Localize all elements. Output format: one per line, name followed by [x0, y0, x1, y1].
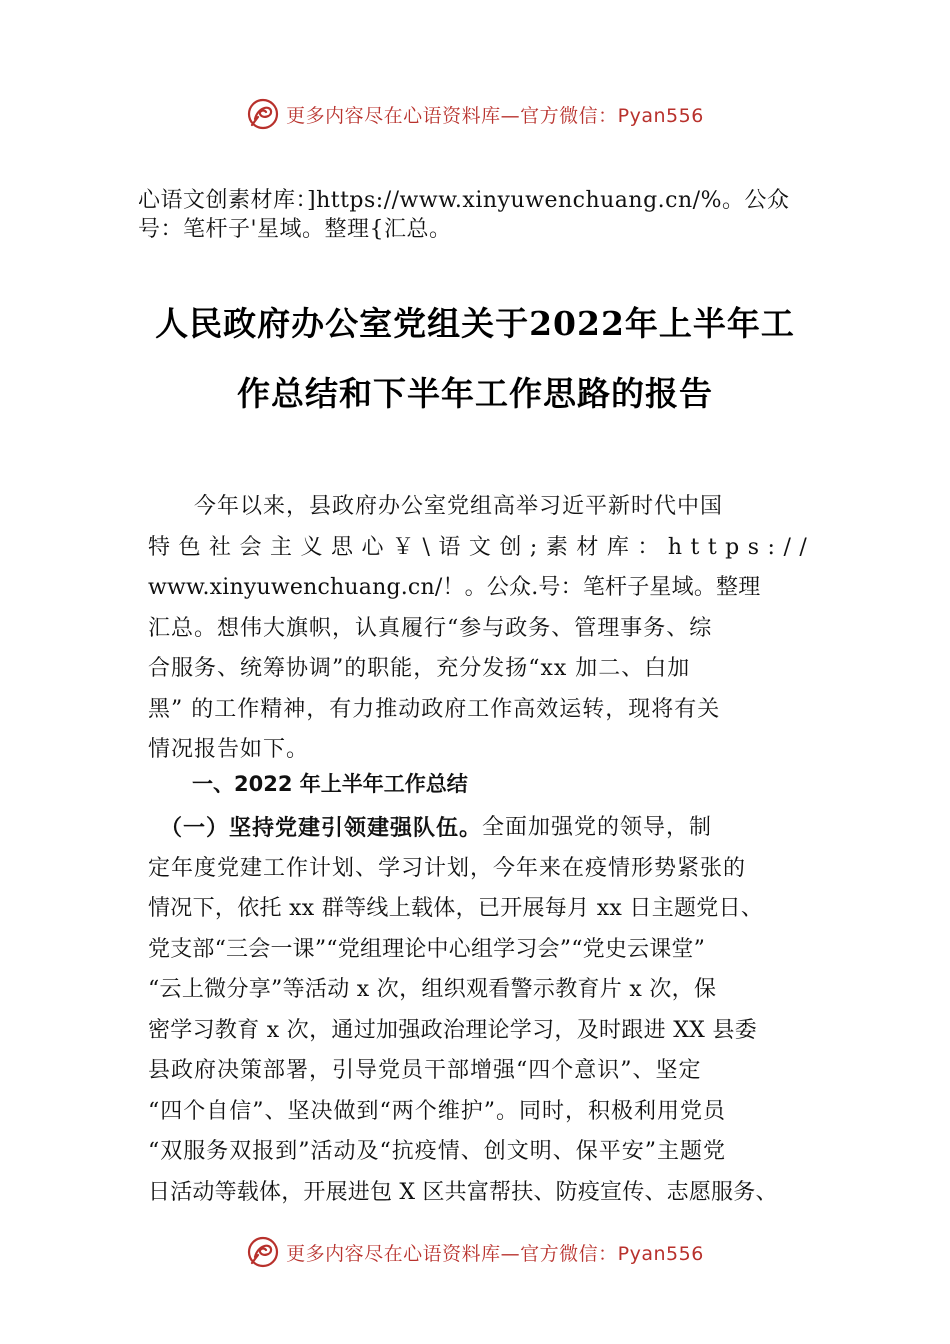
paragraph-line: 县政府决策部署，引导党员干部增强“四个意识”、坚定 [148, 1058, 702, 1083]
paragraph-line: www.xinyuwenchuang.cn/！。公众.号：笔杆子星域。整理 [148, 575, 761, 600]
source-line: 号：笔杆子'星域。整理{汇总。 [138, 217, 452, 242]
paragraph-line: 合服务、统筹协调”的职能，充分发扬“xx 加二、白加 [148, 656, 691, 681]
paragraph-line: 密学习教育 x 次，通过加强政治理论学习，及时跟进 XX 县委 [148, 1017, 758, 1043]
header-banner [0, 94, 950, 134]
paragraph-line: “双服务双报到”活动及“抗疫情、创文明、保平安”主题党 [148, 1139, 726, 1164]
paragraph-line: 今年以来，县政府办公室党组高举习近平新时代中国 [148, 494, 724, 519]
item-lead: （一）坚持党建引领建强队伍。 [148, 815, 483, 841]
paragraph-line: 日活动等载体，开展进包 X 区共富帮扶、防疫宣传、志愿服务、 [148, 1179, 778, 1205]
paragraph-line: 特色社会主义思心￥\语文创;素材库：https:// [148, 534, 816, 560]
paragraph-line [148, 808, 828, 849]
source-note [138, 186, 828, 244]
paragraph-line: 党支部“三会一课”“党组理论中心组学习会”“党史云课堂” [148, 936, 706, 962]
paragraph-line: 定年度党建工作计划、学习计划，今年来在疫情形势紧张的 [148, 855, 747, 881]
document-title-line: 作总结和下半年工作思路的报告 [237, 374, 713, 413]
section-heading: 一、2022 年上半年工作总结 [192, 772, 468, 796]
paragraph-line: 情况下，依托 xx 群等线上载体，已开展每月 xx 日主题党日、 [148, 896, 764, 921]
paragraph-line: “云上微分享”等活动 x 次，组织观看警示教育片 x 次，保 [148, 977, 717, 1002]
paragraph-line: “四个自信”、坚决做到“两个维护”。同时，积极利用党员 [148, 1098, 726, 1124]
document-title-line: 人民政府办公室党组关于2022年上半年工 [155, 304, 795, 343]
item-paragraph [148, 808, 828, 1213]
footer-banner [0, 1232, 950, 1272]
intro-paragraph [148, 487, 828, 771]
paragraph-line: 汇总。想伟大旗帜，认真履行“参与政务、管理事务、综 [148, 615, 713, 641]
banner-text: 更多内容尽在心语资料库—官方微信：Pyan556 [286, 1242, 704, 1265]
item-lead-rest: 全面加强党的领导，制 [482, 815, 713, 840]
swirl-logo-icon [246, 97, 280, 131]
paragraph-line: 黑” 的工作精神，有力推动政府工作高效运转，现将有关 [148, 696, 721, 722]
source-line: 心语文创素材库：]https://www.xinyuwenchuang.cn/%。公众 [138, 188, 790, 213]
paragraph-line: 情况报告如下。 [148, 737, 310, 762]
banner-text: 更多内容尽在心语资料库—官方微信：Pyan556 [286, 104, 704, 127]
swirl-logo-icon [246, 1235, 280, 1269]
